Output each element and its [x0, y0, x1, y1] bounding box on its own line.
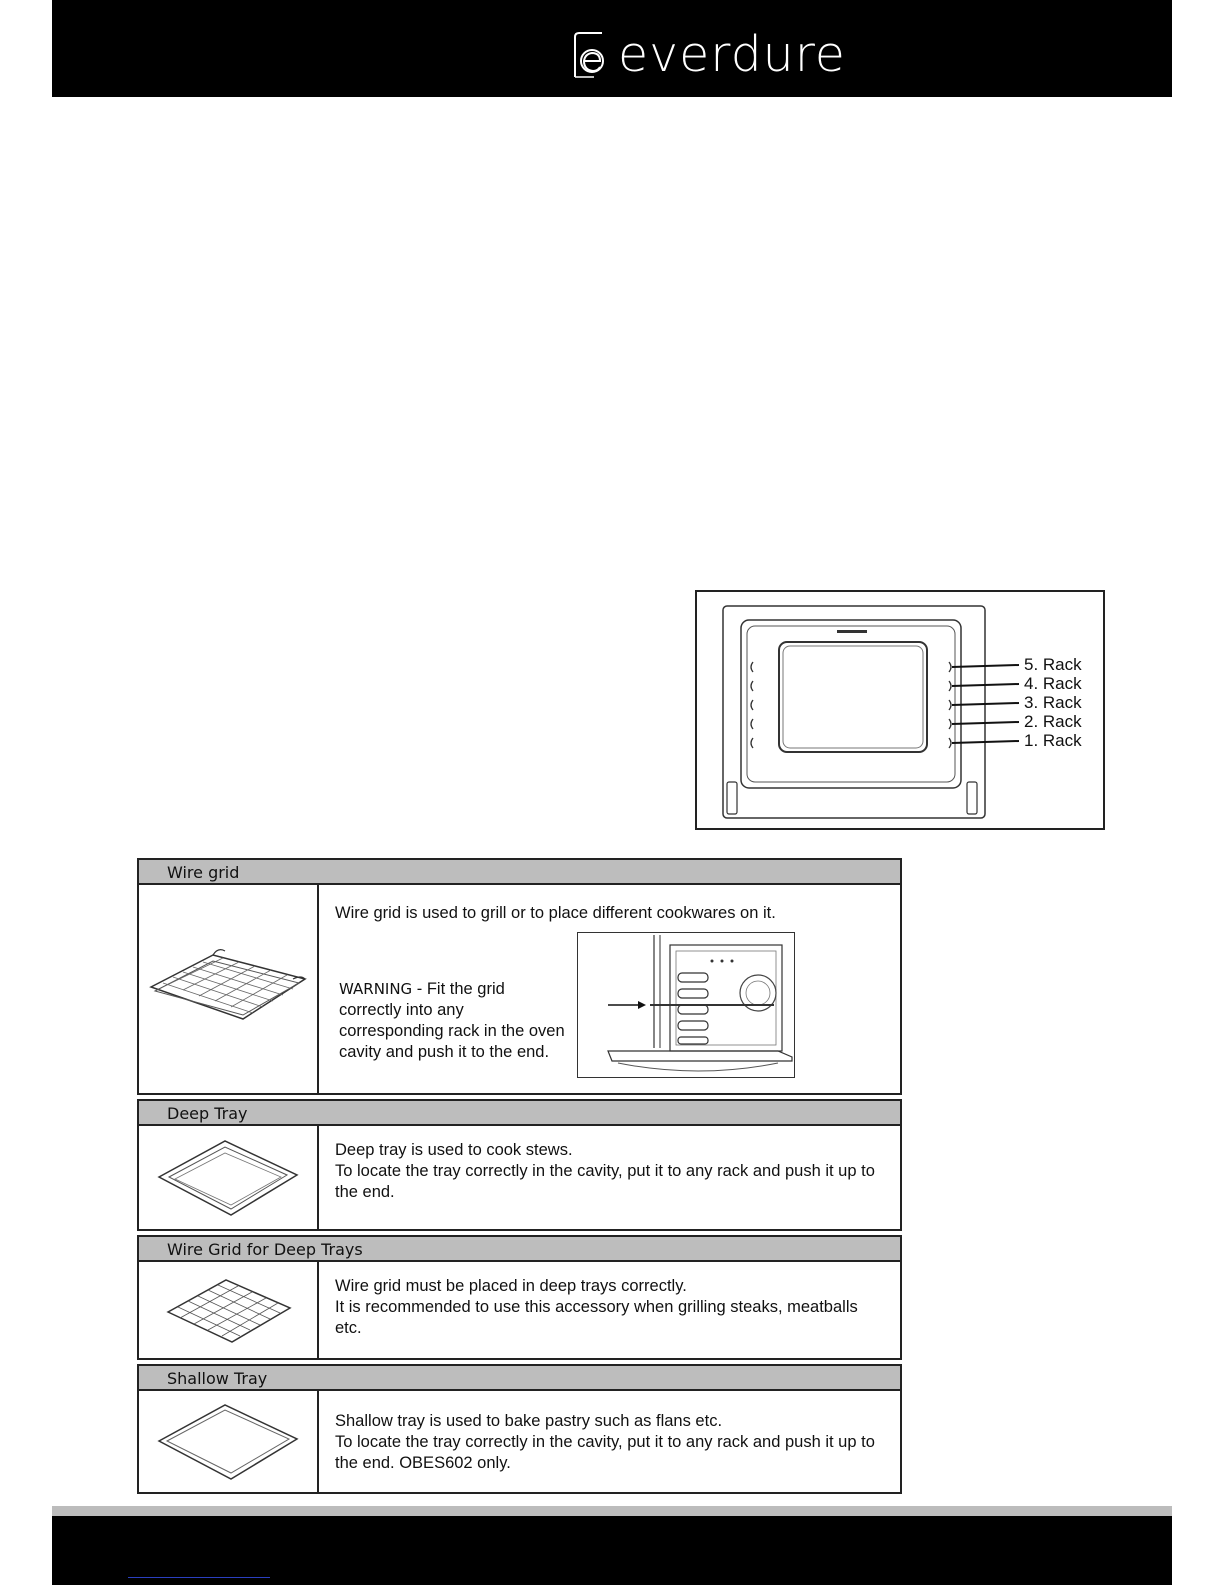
rack-label-3: 3. Rack	[1024, 693, 1082, 712]
rack-label-4: 4. Rack	[1024, 674, 1082, 693]
accessory-description: To locate the tray correctly in the cavity, put it to any rack and push it up to the end.	[335, 1162, 875, 1201]
accessory-title: Wire Grid for Deep Trays	[139, 1237, 900, 1262]
accessory-wire-grid	[137, 858, 902, 1095]
warning-text: - Fit the grid correctly into any corresponding rack in the oven cavity and push it to the end.	[339, 980, 565, 1061]
shallow-tray-illustration	[139, 1391, 319, 1492]
deep-tray-illustration	[139, 1126, 319, 1229]
wire-grid-illustration	[139, 885, 319, 1093]
accessory-title: Wire grid	[139, 860, 900, 885]
accessories-table	[137, 858, 902, 1498]
accessory-description: It is recommended to use this accessory when grilling steaks, meatballs etc.	[335, 1298, 858, 1337]
accessory-title: Shallow Tray	[139, 1366, 900, 1391]
accessory-title: Deep Tray	[139, 1101, 900, 1126]
oven-rack-diagram	[695, 590, 1105, 830]
warning-label: WARNING	[339, 980, 413, 998]
footer-bar	[52, 1516, 1172, 1585]
accessory-description: Wire grid is used to grill or to place different cookwares on it.	[335, 904, 776, 922]
footer-link-underline	[128, 1577, 270, 1578]
accessory-description: Deep tray is used to cook stews.	[335, 1141, 573, 1159]
accessory-description: Shallow tray is used to bake pastry such as flans etc.	[335, 1412, 723, 1430]
brand-logo	[572, 26, 846, 83]
accessory-wire-grid-deep-trays	[137, 1235, 902, 1360]
wire-grid-deep-tray-illustration	[139, 1262, 319, 1358]
warning-note	[339, 979, 569, 1063]
rack-label-5: 5. Rack	[1024, 655, 1082, 674]
accessory-description: To locate the tray correctly in the cavity, put it to any rack and push it up to the end. OBES602 only.	[335, 1433, 875, 1472]
accessory-shallow-tray	[137, 1364, 902, 1494]
everdure-logo-icon	[572, 31, 610, 79]
rack-label-2: 2. Rack	[1024, 712, 1082, 731]
rack-label-1: 1. Rack	[1024, 731, 1082, 750]
footer-divider	[52, 1506, 1172, 1516]
header-bar	[52, 0, 1172, 97]
brand-name: everdure	[618, 26, 846, 83]
accessory-deep-tray	[137, 1099, 902, 1231]
accessory-description: Wire grid must be placed in deep trays correctly.	[335, 1277, 687, 1295]
oven-cavity-illustration	[577, 932, 795, 1078]
